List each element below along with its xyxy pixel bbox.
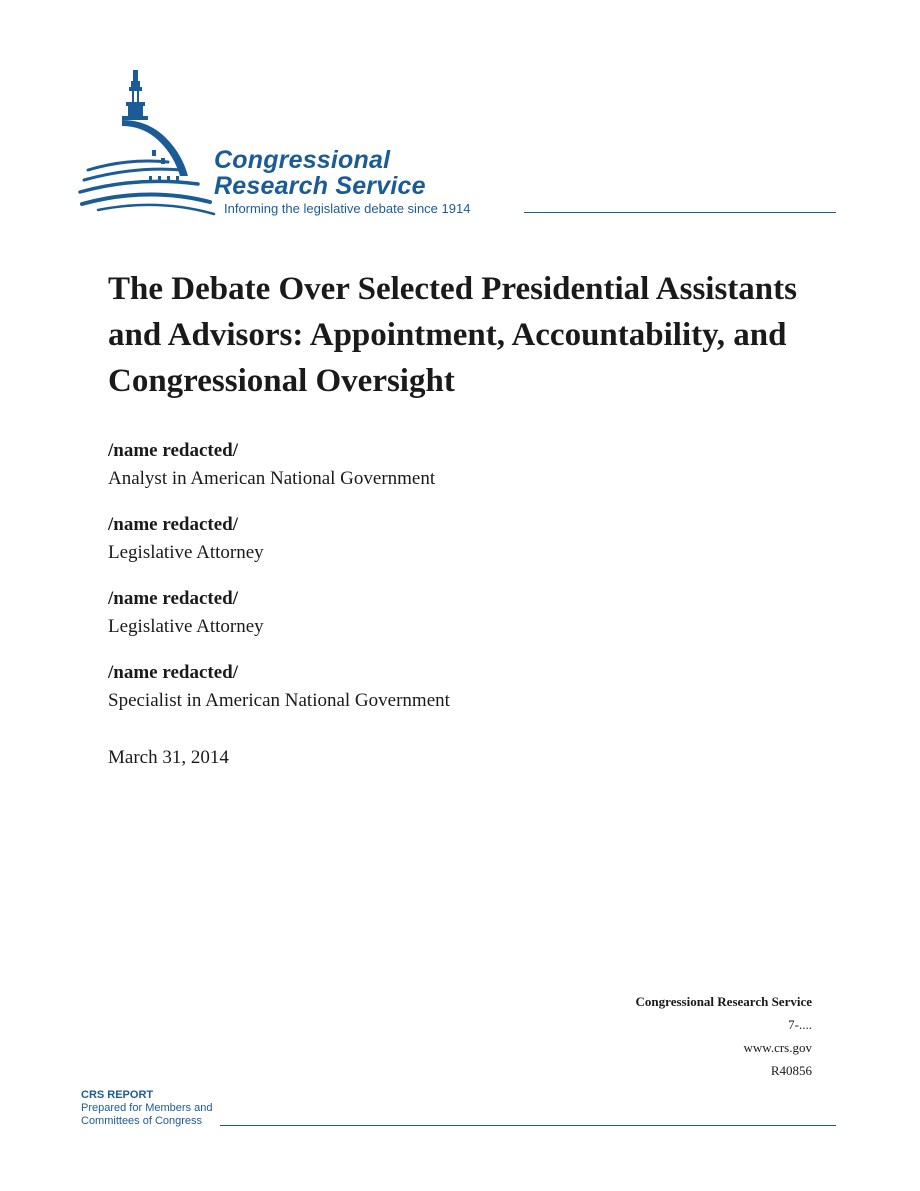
brand-tagline: Informing the legislative debate since 1914 [224, 201, 471, 216]
author-entry [108, 585, 708, 640]
author-role: Specialist in American National Government [108, 690, 450, 711]
author-name: /name redacted/ [108, 662, 238, 683]
org-name: Congressional Research Service [635, 994, 812, 1009]
header-divider [524, 212, 836, 213]
author-name: /name redacted/ [108, 514, 238, 535]
author-name: /name redacted/ [108, 440, 238, 461]
footer-divider [220, 1125, 836, 1126]
footer-line1: Prepared for Members and [81, 1102, 213, 1114]
website-link[interactable]: www.crs.gov [743, 1040, 812, 1055]
author-entry [108, 511, 708, 566]
author-role: Legislative Attorney [108, 616, 264, 637]
author-list [108, 437, 708, 733]
footer-line2: Committees of Congress [81, 1115, 203, 1127]
author-entry [108, 437, 708, 492]
author-name: /name redacted/ [108, 588, 238, 609]
crs-report-label: CRS REPORT [81, 1089, 154, 1101]
brand-name-line2: Research Service [214, 172, 426, 200]
report-code: 7-.... [788, 1017, 812, 1032]
brand-name-line1: Congressional [214, 146, 391, 174]
report-number: R40856 [770, 1063, 812, 1078]
author-entry [108, 659, 708, 714]
report-date: March 31, 2014 [108, 747, 229, 768]
crs-report-footer [81, 1089, 212, 1128]
author-role: Legislative Attorney [108, 542, 264, 563]
author-role: Analyst in American National Government [108, 468, 436, 489]
org-info-block [636, 990, 812, 1082]
report-title: The Debate Over Selected Presidential Assistants and Advisors: Appointment, Accountability, and Congressional Oversight [108, 271, 797, 399]
capitol-dome-icon [78, 66, 228, 218]
